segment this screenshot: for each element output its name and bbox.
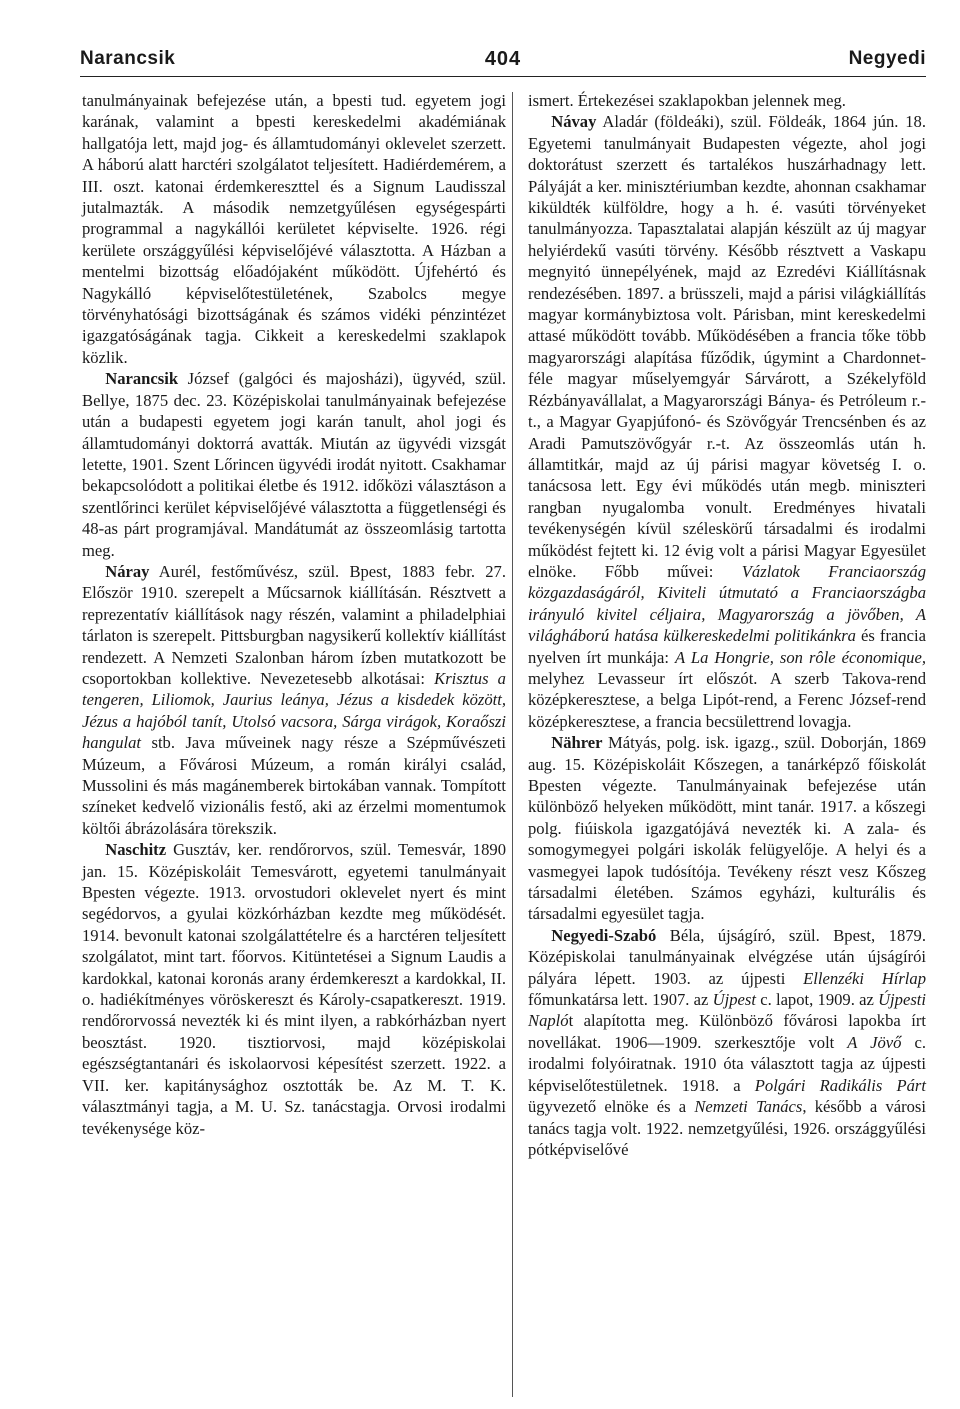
entry-text: Béla, újságíró, szül. Bpest, 1879. Középiskolai tanulmányainak elvégzése után újságírói pályára lépett. 1903. az újpesti	[528, 925, 926, 988]
entry-text: Mátyás, polg. isk. igazg., szül. Doborján, 1869 aug. 15. Középiskoláit Kőszegen, a tanárképző főiskolát Bpesten végezte. Tanulmányainak befejezése után különböző helyeken működött, mint tanár. 1917. a kőszegi polg. fiúiskola igazgatójává nevezték ki. A zala- és somogymegyei polgári iskolák felügyelője. A helyi és a vasmegyei lapok tudósítója. Tevékeny részt vesz Kőszeg társadalmi életében. Számos egyházi, kulturális és társadalmi egyesület tagja.	[528, 733, 926, 924]
works-list: Krisztus a tengeren, Liliomok, Jaurius leánya, Jézus a kisdedek között, Jézus a hajóból tanít, Utolsó vacsora, Sárga virágok, Koraőszi hangulat	[82, 668, 506, 753]
page-number: 404	[484, 48, 522, 70]
running-head-right: Negyedi	[848, 48, 926, 69]
entry-name: Negyedi-Szabó	[551, 925, 657, 945]
entry-text: c. lapot, 1909. az	[755, 990, 879, 1010]
continued-entry-text: ismert. Értekezései szaklapokban jelennek meg.	[528, 91, 846, 110]
entry-name: Náray	[105, 561, 150, 581]
entry-name: Návay	[551, 112, 597, 132]
publication-title: Újpesti Napló	[528, 990, 926, 1031]
entry-text: József (galgóci és majosházi), ügyvéd, szül. Bellye, 1875 dec. 23. Középiskolai tanulmányainak befejezése után a budapesti egyetem jogi karán tanult, ahol jogi és államtudományi doktorrá avatták. Miután az ügyvédi vizsgát letette, 1901. Szent Lőrincen ügyvédi irodát nyitott. Csakhamar bekapcsolódott a politikai életbe és 1912. időközi választáson a szentlőrinci kerület képviselőjévé választotta a függetlenségi és 48-as párt programjával. Mandátumát az összeomlásig tartotta meg.	[82, 369, 506, 560]
entry-text: Gusztáv, ker. rendőrorvos, szül. Temesvár, 1890 jan. 15. Középiskoláit Temesvárott, egyetemi tanulmányait Bpesten végezte. 1913. orvostudori oklevelet nyert és mint segédorvos, a gyulai közkórházban kezdte meg működését. 1914. bevonult katonai szolgálattételre és a harctéren teljesített szolgálatot, mint tart. főorvos. Kitüntetései a Signum Laudis a kardokkal, katonai koronás arany érdemkereszt a kardokkal, II. o. hadiékítményes vöröskereszt és Károly-csapatkereszt. 1919. rendőrorvossá nevezték ki és mint ilyen, a rabkórházban nyert beosztást. 1920. tisztiorvosi, majd középiskolai egészségtantanári és iskolaorvosi képesítést szerzett. 1922. a VII. ker. kapitánysághoz osztották be. Az M. T. K. választmányi tagja, a M. U. Sz. tanácstagja. Orvosi irodalmi tevékenysége köz-	[82, 840, 506, 1138]
entry-negyedi-szabo-bela	[528, 925, 926, 1160]
entry-text: t alapította meg. Különböző fővárosi lapokba írt novellákat. 1906—1909. szerkesztője volt	[528, 1011, 926, 1052]
entry-text: ügyvezető elnöke és a	[528, 1097, 695, 1117]
entry-naray-aurel	[82, 561, 506, 839]
entry-name: Naschitz	[105, 840, 167, 860]
entry-text: és francia nyelven írt munkája:	[528, 626, 926, 667]
entry-text: stb. Java műveinek nagy része a Szépművészeti Múzeum, a Fővárosi Múzeum, a román királyi család, Mussolini és más magánemberek birtokában vannak. Tompított színeket kedvelő vizionális festő, aki az érzelmi momentumok költői ábrázolására törekszik.	[82, 733, 506, 838]
entry-name: Nährer	[551, 733, 603, 753]
entry-text: melyhez Levasseur írt előszót. A szerb Takova-rend középkeresztese, a belga Lipót-rend, a Ferenc József-rend középkeresztese, a francia becsülettrend lovagja.	[528, 668, 926, 731]
entry-text: főmunkatársa lett. 1907. az	[528, 990, 713, 1010]
left-column	[82, 90, 506, 1139]
right-column	[528, 90, 926, 1160]
entry-text: c. irodalmi folyóiratnak. 1910 óta választott tagja az újpesti képviselőtestületnek. 1918. a	[528, 1032, 926, 1095]
header-rule	[80, 76, 926, 77]
entry-nahrer-matyas	[528, 732, 926, 925]
page-header	[80, 48, 926, 78]
entry-text: , később a városi tanács tagja volt. 1922. nemzetgyűlési, 1926. országgyűlési pótképviselővé	[528, 1097, 927, 1159]
organization-name: Nemzeti Tanács	[694, 1097, 803, 1117]
publication-title: A Jövő	[847, 1032, 902, 1052]
entry-name: Narancsik	[105, 369, 179, 389]
continued-entry-text: tanulmányainak befejezése után, a bpesti tud. egyetem jogi karának, valamint a bpesti kereskedelmi akadémiának hallgatója lett, majd jog- és államtudományi oklevelet szerzett. A háború alatt harctéri szolgálatot teljesített. Hadiérdemérem, a III. oszt. katonai érdemkereszttel és a Signum Laudisszal jutalmazták. A második nemzetgyűlésen egységespárti programmal a nagykállói kerületet képviselte. 1926. régi kerülete országgyűlési képviselőjévé választotta. A Házban a mentelmi bizottság előadójaként működött. Újfehértó és Nagykálló képviselőtestületének, Szabolcs megye törvényhatósági bizottságának és számos vidéki pénzintézet igazgatóságának tagja. Cikkeit a kereskedelmi szaklapok közlik.	[82, 91, 506, 367]
publication-title: Újpest	[712, 990, 756, 1010]
organization-name: Polgári Radikális Párt	[754, 1075, 926, 1095]
entry-narancsik-jozsef	[82, 368, 506, 561]
entry-text: Aurél, festőművész, szül. Bpest, 1883 febr. 27. Először 1910. szerepelt a Műcsarnok kiállításán. Résztvett a reprezentatív kiállítások nagy részén, valamint a philadelphiai tárlaton is szerepelt. Pittsburgban nagysikerű kollektív kiállítást rendezett. A Nemzeti Szalonban három ízben mutatkozott be csoportokban kollektive. Nevezetesebb alkotásai:	[82, 561, 506, 688]
column-divider	[512, 92, 513, 1397]
entry-naschitz-gusztav	[82, 839, 506, 1139]
entry-navay-aladar	[528, 111, 926, 732]
publication-title: Ellenzéki Hírlap	[803, 968, 926, 988]
entry-text: Aladár (földeáki), szül. Földeák, 1864 jún. 18. Egyetemi tanulmányait Budapesten végezte, ahol jogi doktorátust szerzett és tartalékos huszárhadnagy lett. Pályáját a ker. minisztériumban kezdte, ahonnan csakhamar kiküldték külföldre, hogy a h. é. vasúti törvényeket tanulmányozza. Tapasztalatai alapján készült az új magyar helyiérdekű vasúti törvény. Később résztvett a Vaskapu megnyitó ünnepélyének, majd az Ezredévi Kiállításnak rendezésében. 1897. a brüsszeli, majd a párisi világkiállítás magyar kormánybiztosa volt. Párisban, mint kereskedelmi attasé működött tovább. Működésében a francia tőke több magyarországi alapítása fűződik, úgymint a Chardonnet-féle magyar műselyemgyár Sárvárott, a Székelyföld Rézbányavállalat, a Magyarországi Bánya- és Petróleum r.-t., a Magyar Gyapjúfonó- és Szövőgyár Trencsénben és az Aradi Pamutszövőgyár r.-t. Az összeomlás után h. államtitkár, majd az új párisi magyar követség I. o. tanácsosa lett. Egy évi működés után megb. miniszteri rangban nyugalomba vonult. Eredményes hivatali tevékenységén kívül széleskörű társadalmi és irodalmi működést fejtett ki. 12 évig volt a párisi Magyar Egyesület elnöke. Főbb művei:	[528, 112, 926, 581]
works-list: Vázlatok Franciaország közgazdaságáról, Kiviteli útmutató a Franciaországba irányuló kivitel céljaira, Magyarország a jövőben, A világháború hatása külkereskedelmi politikánkra	[528, 561, 926, 646]
work-title: A La Hongrie, son rôle économique,	[675, 647, 926, 667]
running-head-left: Narancsik	[80, 48, 176, 69]
